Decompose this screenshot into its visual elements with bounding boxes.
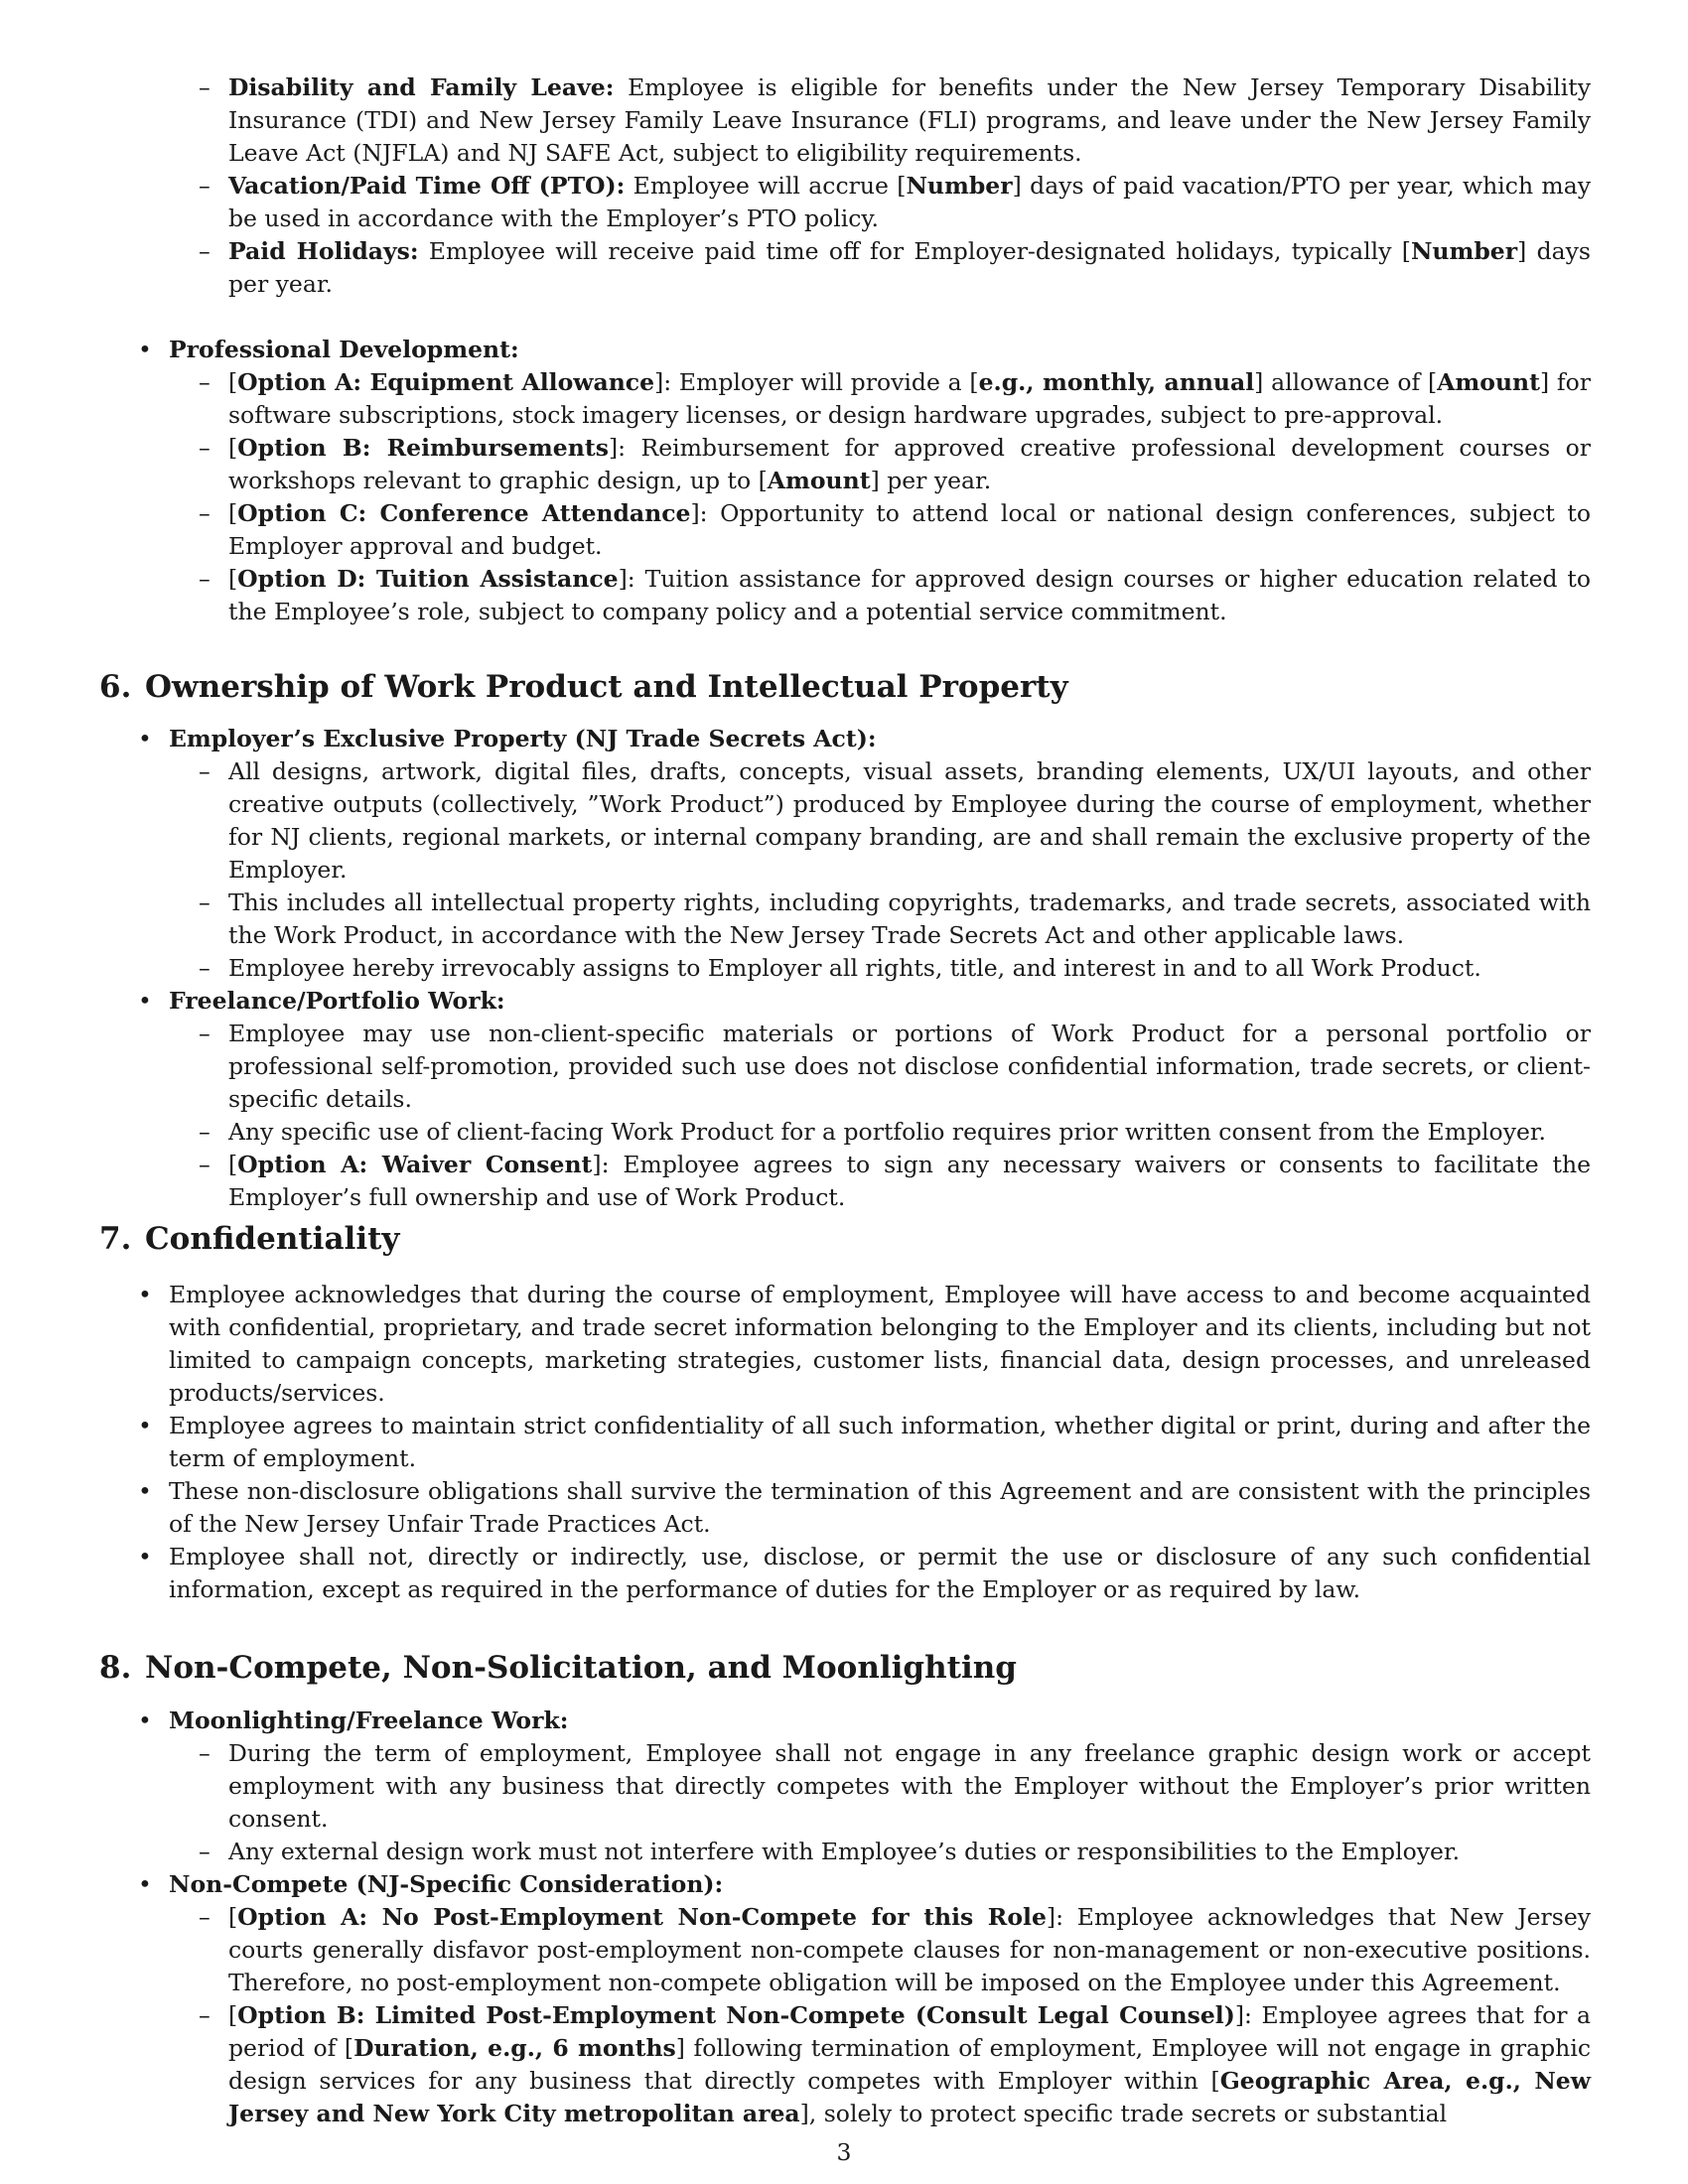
professional-development-options (169, 366, 1591, 628)
list-item: • Non-Compete (NJ-Specific Consideration): – [Option A: No Post-Employment Non-Compete for this Role]: Employee acknowledges that New Jersey courts generally disfavor post-employment non-compete clauses for non-management or non-executive positions. Therefore, no post-employment non-compete obligation will be imposed on the Employee under this Agreement. – [Option B: Limited Post-Employment Non-Compete (Consult Legal Counsel)]: Employee agrees that for a period of [Duration, e.g., 6 months] following termination of employment, Employee will not engage in graphic design services for any business that directly competes with Employer within [Geographic Area, e.g., New Jersey and New York City metropolitan area], solely to protect specific trade secrets or substantial (0, 1868, 1688, 2130)
list-item: – [Option B: Reimbursements]: Reimbursement for approved creative professional development courses or workshops relevant to graphic design, up to [Amount] per year. (0, 432, 1591, 497)
list-item: – [Option B: Limited Post-Employment Non-Compete (Consult Legal Counsel)]: Employee agrees that for a period of [Duration, e.g., 6 months] following termination of employment, Employee will not engage in graphic design services for any business that directly competes with Employer within [Geographic Area, e.g., New Jersey and New York City metropolitan area], solely to protect specific trade secrets or substantial (0, 1999, 1591, 2130)
sublist (169, 1018, 1591, 1214)
benefits-sublist (0, 71, 1688, 301)
list-item: – This includes all intellectual property rights, including copyrights, trademarks, and trade secrets, associated with the Work Product, in accordance with the New Jersey Trade Secrets Act and other applicable laws. (0, 887, 1591, 952)
list-item: – Paid Holidays: Employee will receive paid time off for Employer-designated holidays, typically [Number] days per year. (0, 235, 1591, 301)
section-7-list (0, 1279, 1688, 1606)
list-item: • Employee acknowledges that during the course of employment, Employee will have access to and become acquainted with confidential, proprietary, and trade secret information belonging to the Employer and its clients, including but not limited to campaign concepts, marketing strategies, customer lists, financial data, design processes, and unreleased products/services. (0, 1279, 1688, 1410)
list-item: – [Option A: No Post-Employment Non-Compete for this Role]: Employee acknowledges that New Jersey courts generally disfavor post-employment non-compete clauses for non-management or non-executive positions. Therefore, no post-employment non-compete obligation will be imposed on the Employee under this Agreement. (0, 1901, 1591, 1999)
list-item: • Employee shall not, directly or indirectly, use, disclose, or permit the use or disclosure of any such confidential information, except as required in the performance of duties for the Employer or as required by law. (0, 1541, 1688, 1606)
section-heading: 6. Ownership of Work Product and Intellectual Property (99, 669, 1068, 705)
list-item: – Any external design work must not interfere with Employee’s duties or responsibilities to the Employer. (0, 1836, 1591, 1868)
list-item: – [Option A: Equipment Allowance]: Employer will provide a [e.g., monthly, annual] allowance of [Amount] for software subscriptions, stock imagery licenses, or design hardware upgrades, subject to pre-approval. (0, 366, 1591, 432)
sublist (169, 755, 1591, 985)
list-item: • Employee agrees to maintain strict confidentiality of all such information, whether digital or print, during and after the term of employment. (0, 1410, 1688, 1475)
list-item: – Disability and Family Leave: Employee is eligible for benefits under the New Jersey Temporary Disability Insurance (TDI) and New Jersey Family Leave Insurance (FLI) programs, and leave under the New Jersey Family Leave Act (NJFLA) and NJ SAFE Act, subject to eligibility requirements. (0, 71, 1591, 170)
list-item: – During the term of employment, Employee shall not engage in any freelance graphic design work or accept employment with any business that directly competes with the Employer without the Employer’s prior written consent. (0, 1737, 1591, 1836)
section-6-list (0, 723, 1688, 1214)
section-heading: 7. Confidentiality (99, 1221, 400, 1257)
section-8-list (0, 1705, 1688, 2130)
list-item: – All designs, artwork, digital files, drafts, concepts, visual assets, branding elements, UX/UI layouts, and other creative outputs (collectively, ”Work Product”) produced by Employee during the course of employment, whether for NJ clients, regional markets, or internal company branding, are and shall remain the exclusive property of the Employer. (0, 755, 1591, 887)
list-item: – Any specific use of client-facing Work Product for a portfolio requires prior written consent from the Employer. (0, 1116, 1591, 1149)
list-item: – Vacation/Paid Time Off (PTO): Employee will accrue [Number] days of paid vacation/PTO per year, which may be used in accordance with the Employer’s PTO policy. (0, 170, 1591, 235)
sublist (169, 1737, 1591, 1868)
list-item: • Moonlighting/Freelance Work: – During the term of employment, Employee shall not engage in any freelance graphic design work or accept employment with any business that directly competes with the Employer without the Employer’s prior written consent. – Any external design work must not interfere with Employee’s duties or responsibilities to the Employer. (0, 1705, 1688, 1868)
list-item: – Employee hereby irrevocably assigns to Employer all rights, title, and interest in and to all Work Product. (0, 952, 1591, 985)
list-item: – [Option D: Tuition Assistance]: Tuition assistance for approved design courses or higher education related to the Employee’s role, subject to company policy and a potential service commitment. (0, 563, 1591, 628)
professional-development-list (0, 334, 1688, 628)
list-item: • Employer’s Exclusive Property (NJ Trade Secrets Act): – All designs, artwork, digital files, drafts, concepts, visual assets, branding elements, UX/UI layouts, and other creative outputs (collectively, ”Work Product”) produced by Employee during the course of employment, whether for NJ clients, regional markets, or internal company branding, are and shall remain the exclusive property of the Employer. – This includes all intellectual property rights, including copyrights, trademarks, and trade secrets, associated with the Work Product, in accordance with the New Jersey Trade Secrets Act and other applicable laws. – Employee hereby irrevocably assigns to Employer all rights, title, and interest in and to all Work Product. (0, 723, 1688, 985)
list-item: – [Option A: Waiver Consent]: Employee agrees to sign any necessary waivers or consents to facilitate the Employer’s full ownership and use of Work Product. (0, 1149, 1591, 1214)
list-item: – Employee may use non-client-specific materials or portions of Work Product for a personal portfolio or professional self-promotion, provided such use does not disclose confidential information, trade secrets, or client-specific details. (0, 1018, 1591, 1116)
list-item: • Professional Development: – [Option A: Equipment Allowance]: Employer will provide a [e.g., monthly, annual] allowance of [Amount] for software subscriptions, stock imagery licenses, or design hardware upgrades, subject to pre-approval. – [Option B: Reimbursements]: Reimbursement for approved creative professional development courses or workshops relevant to graphic design, up to [Amount] per year. – [Option C: Conference Attendance]: Opportunity to attend local or national design conferences, subject to Employer approval and budget. – [Option D: Tuition Assistance]: Tuition assistance for approved design courses or higher education related to the Employee’s role, subject to company policy and a potential service commitment. (0, 334, 1688, 628)
list-item: – [Option C: Conference Attendance]: Opportunity to attend local or national design conferences, subject to Employer approval and budget. (0, 497, 1591, 563)
section-heading: 8. Non-Compete, Non-Solicitation, and Moonlighting (99, 1650, 1017, 1686)
sublist (169, 1901, 1591, 2130)
page-number: 3 (836, 2138, 852, 2166)
list-item: • These non-disclosure obligations shall survive the termination of this Agreement and are consistent with the principles of the New Jersey Unfair Trade Practices Act. (0, 1475, 1688, 1541)
list-item: • Freelance/Portfolio Work: – Employee may use non-client-specific materials or portions of Work Product for a personal portfolio or professional self-promotion, provided such use does not disclose confidential information, trade secrets, or client-specific details. – Any specific use of client-facing Work Product for a portfolio requires prior written consent from the Employer. – [Option A: Waiver Consent]: Employee agrees to sign any necessary waivers or consents to facilitate the Employer’s full ownership and use of Work Product. (0, 985, 1688, 1214)
